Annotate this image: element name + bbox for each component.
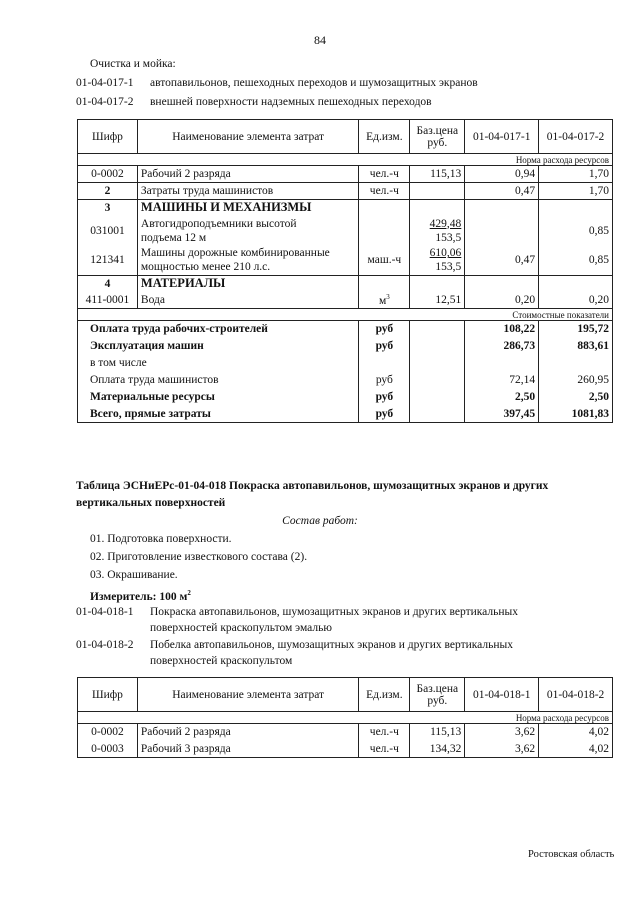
cost-row: Оплата труда машинистов руб 72,14 260,95 [78,372,613,389]
table-title-cont: вертикальных поверхностей [76,497,226,509]
header-name: Наименование элемента затрат [137,678,358,712]
cost-row: Материальные ресурсы руб 2,50 2,50 [78,389,613,406]
resource-table-1 [77,119,613,423]
table-row: 0-0003 Рабочий 3 разряда чел.-ч 134,32 3,62 4,02 [78,741,613,758]
work-heading: Состав работ: [282,515,358,527]
table-row-group: 4 МАТЕРИАЛЫ [78,276,613,292]
work-item: 03. Окрашивание. [90,569,178,581]
header-col1: 01-04-018-1 [465,678,539,712]
item-text: Побелка автопавильонов, шумозащитных экранов и других вертикальных [150,639,513,651]
cost-row-total: Всего, прямые затраты руб 397,45 1081,83 [78,406,613,423]
header-price: Баз.цена руб. [410,120,465,154]
header-name: Наименование элемента затрат [137,120,358,154]
header-col1: 01-04-017-1 [465,120,539,154]
meter-label: Измеритель: 100 $м^2$ [90,589,191,603]
resource-table-2 [77,677,613,758]
work-item: 02. Приготовление известкового состава (2). [90,551,308,563]
cost-row: Оплата труда рабочих-строителей руб 108,22 195,72 [78,321,613,338]
table-row: 0-0002 Рабочий 2 разряда чел.-ч 115,13 3,62 4,02 [78,724,613,741]
table-header [78,120,613,154]
norm-label: Норма расхода ресурсов [78,712,613,724]
header-unit: Ед.изм. [359,678,410,712]
table-row-group: 3 МАШИНЫ И МЕХАНИЗМЫ [78,200,613,216]
item-code: 01-04-017-1 [76,77,134,89]
header-unit: Ед.изм. [359,120,410,154]
section-heading: Очистка и мойка: [90,58,176,70]
page-number: 84 [314,33,326,47]
norm-label: Норма расхода ресурсов [78,154,613,166]
header-code: Шифр [78,678,138,712]
table-header [78,678,613,712]
table-row: 031001 Автогидроподъемники высотой подъема 12 м 429,48 153,5 0,85 [78,216,613,246]
table-row: 2 Затраты труда машинистов чел.-ч 0,47 1,70 [78,183,613,200]
header-col2: 01-04-018-2 [539,678,613,712]
cost-label: Стоимостные показатели [78,309,613,321]
table-row: 0-0002 Рабочий 2 разряда чел.-ч 115,13 0,94 1,70 [78,166,613,183]
item-text: внешней поверхности надземных пешеходных переходов [150,96,432,108]
item-code: 01-04-017-2 [76,96,134,108]
header-price: Баз.цена руб. [410,678,465,712]
cost-row: в том числе [78,355,613,372]
footer-region: Ростовская область [528,849,615,860]
work-item: 01. Подготовка поверхности. [90,533,232,545]
item-text: Покраска автопавильонов, шумозащитных экранов и других вертикальных [150,606,518,618]
header-col2: 01-04-017-2 [539,120,613,154]
item-code: 01-04-018-1 [76,606,134,618]
table-title: Таблица ЭСНиЕРс-01-04-018 Покраска автопавильонов, шумозащитных экранов и других [76,480,549,492]
cost-row: Эксплуатация машин руб 286,73 883,61 [78,338,613,355]
item-text: поверхностей краскопультом [150,655,293,667]
item-text: поверхностей краскопультом эмалью [150,622,332,634]
table-row: 121341 Машины дорожные комбинированные мощностью менее 210 л.с. маш.-ч 610,06 153,5 0,47 0,85 [78,246,613,276]
item-code: 01-04-018-2 [76,639,134,651]
table-row: 411-0001 Вода $м^3$ 12,51 0,20 0,20 [78,292,613,309]
header-code: Шифр [78,120,138,154]
item-text: автопавильонов, пешеходных переходов и шумозащитных экранов [150,77,478,89]
